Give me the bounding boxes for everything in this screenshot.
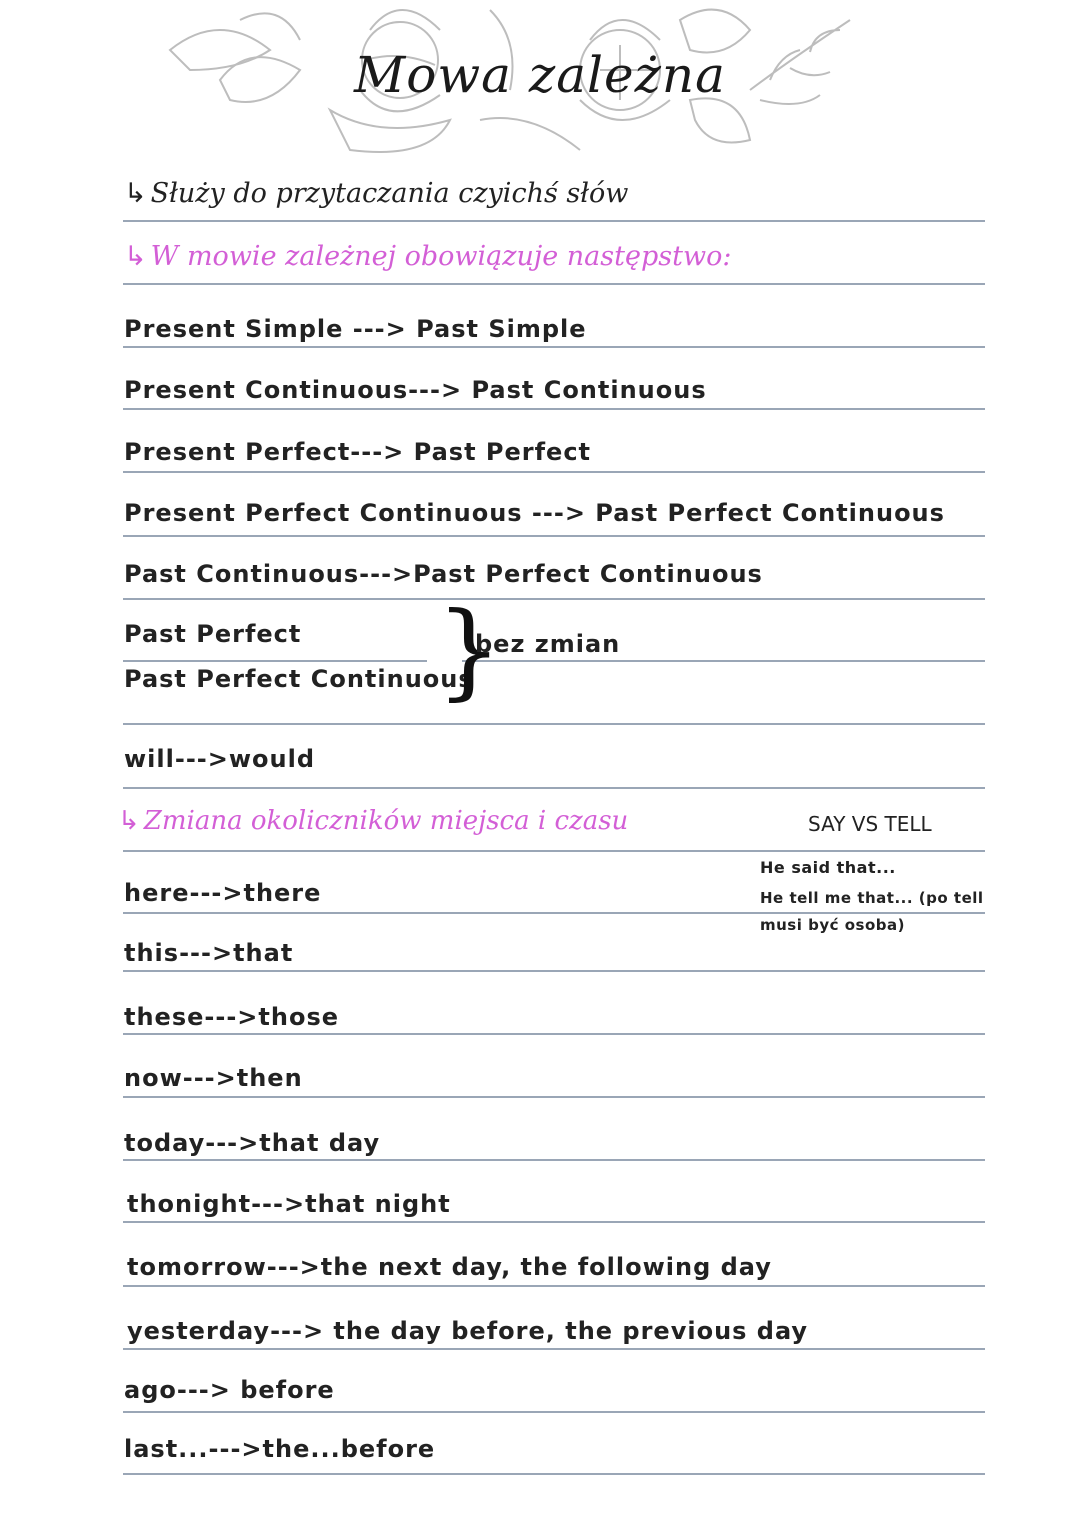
say-tell-title: SAY VS TELL: [808, 812, 932, 836]
rule: [123, 408, 985, 410]
adverb-rule-7: tomorrow--->the next day, the following day: [127, 1253, 772, 1281]
rule: [123, 598, 985, 600]
adverb-rule-5: today--->that day: [124, 1129, 381, 1157]
adverb-rule-4: now--->then: [124, 1064, 303, 1092]
rule: [123, 1473, 985, 1475]
rule: [123, 787, 985, 789]
brace-icon: }: [436, 589, 503, 711]
rule: [123, 660, 427, 662]
adverb-rule-8: yesterday---> the day before, the previous day: [127, 1317, 809, 1345]
adverbs-heading: [118, 806, 628, 836]
say-tell-line-1: He said that...: [760, 858, 896, 877]
rule: [123, 283, 985, 285]
intro-line-1: [124, 178, 628, 209]
modal-rule: will--->would: [124, 745, 315, 773]
rule: [462, 660, 985, 662]
tense-rule-1: Present Simple ---> Past Simple: [124, 315, 587, 343]
tense-rule-3: Present Perfect---> Past Perfect: [124, 438, 592, 466]
page-title: Mowa zależna: [354, 46, 726, 104]
rule: [123, 346, 985, 348]
rule: [123, 1159, 985, 1161]
intro-line-2: [124, 241, 731, 272]
rule: [123, 723, 985, 725]
adverb-rule-1: here--->there: [124, 879, 322, 907]
adverb-rule-9: ago---> before: [124, 1376, 335, 1404]
intro-line-2-text: W mowie zależnej obowiązuje następstwo:: [150, 241, 732, 272]
tense-rule-2: Present Continuous---> Past Continuous: [124, 376, 707, 404]
arrow-icon: ↳: [118, 806, 140, 836]
arrow-icon: ↳: [124, 241, 147, 272]
unchanged-item-1: Past Perfect: [124, 620, 302, 648]
adverb-rule-10: last...--->the...before: [124, 1435, 436, 1463]
unchanged-item-2: Past Perfect Continuous: [124, 665, 474, 693]
arrow-icon: ↳: [124, 178, 147, 209]
tense-rule-5: Past Continuous--->Past Perfect Continuous: [124, 560, 763, 588]
rule: [123, 1411, 985, 1413]
rule: [123, 1033, 985, 1035]
adverb-rule-3: these--->those: [124, 1003, 339, 1031]
adverb-rule-6: thonight--->that night: [127, 1190, 451, 1218]
unchanged-label: bez zmian: [475, 630, 621, 658]
rule: [123, 1348, 985, 1350]
intro-line-1-text: Służy do przytaczania czyichś słów: [150, 178, 629, 209]
tense-rule-4: Present Perfect Continuous ---> Past Perfect Continuous: [124, 499, 945, 527]
rule: [123, 970, 985, 972]
adverbs-heading-text: Zmiana okoliczników miejsca i czasu: [143, 806, 629, 836]
say-tell-line-3: musi być osoba): [760, 916, 905, 934]
rule: [123, 220, 985, 222]
say-tell-line-2: He tell me that... (po tell: [760, 889, 984, 907]
adverb-rule-2: this--->that: [124, 939, 294, 967]
rule: [123, 850, 985, 852]
rule: [123, 912, 985, 914]
rule: [123, 1285, 985, 1287]
rule: [123, 1221, 985, 1223]
rule: [123, 471, 985, 473]
rule: [123, 1096, 985, 1098]
rule: [123, 535, 985, 537]
